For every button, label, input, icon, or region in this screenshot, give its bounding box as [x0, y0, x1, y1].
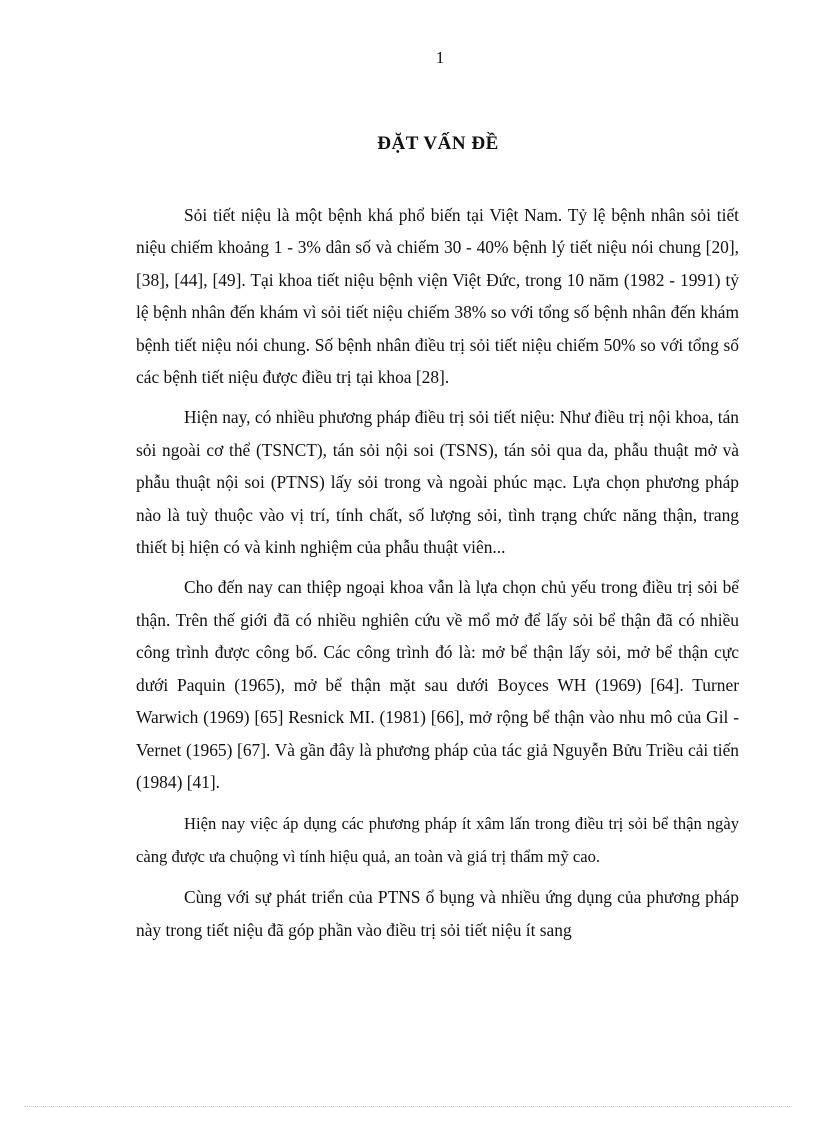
- paragraph-intro-prevalence: Sỏi tiết niệu là một bệnh khá phổ biến tại Việt Nam. Tỷ lệ bệnh nhân sỏi tiết niệu chiếm khoảng 1 - 3% dân số và chiếm 30 - 40% bệnh lý tiết niệu nói chung [20], [38], [44], [49]. Tại khoa tiết niệu bệnh viện Việt Đức, trong 10 năm (1982 - 1991) tỷ lệ bệnh nhân đến khám vì sỏi tiết niệu chiếm 38% so với tổng số bệnh nhân đến khám bệnh tiết niệu nói chung. Số bệnh nhân điều trị sỏi tiết niệu chiếm 50% so với tổng số các bệnh tiết niệu được điều trị tại khoa [28].: [136, 205, 739, 388]
- document-body: [136, 199, 739, 946]
- paragraph-laparoscopy: Cùng với sự phát triển của PTNS ổ bụng và nhiều ứng dụng của phương pháp này trong tiết niệu đã góp phần vào điều trị sỏi tiết niệu ít sang: [136, 887, 739, 940]
- page-bottom-rule: [24, 1106, 792, 1107]
- paragraph-minimally-invasive: Hiện nay việc áp dụng các phương pháp ít xâm lấn trong điều trị sỏi bể thận ngày càng được ưa chuộng vì tính hiệu quả, an toàn và giá trị thẩm mỹ cao.: [136, 814, 739, 866]
- page-title: ĐẶT VẤN ĐỀ: [377, 133, 499, 154]
- paragraph-treatment-methods: Hiện nay, có nhiều phương pháp điều trị sỏi tiết niệu: Như điều trị nội khoa, tán sỏi ngoài cơ thể (TSNCT), tán sỏi nội soi (TSNS), tán sỏi qua da, phẫu thuật mở và phẫu thuật nội soi (PTNS) lấy sỏi trong và ngoài phúc mạc. Lựa chọn phương pháp nào là tuỳ thuộc vào vị trí, tính chất, số lượng sỏi, tình trạng chức năng thận, trang thiết bị hiện có và kinh nghiệm của phẫu thuật viên...: [136, 407, 739, 558]
- paragraph-surgical-history: Cho đến nay can thiệp ngoại khoa vẫn là lựa chọn chủ yếu trong điều trị sỏi bể thận. Trên thế giới đã có nhiều nghiên cứu về mổ mở để lấy sỏi bể thận đã có nhiều công trình được công bố. Các công trình đó là: mở bể thận lấy sỏi, mở bể thận cực dưới Paquin (1965), mở bể thận mặt sau dưới Boyces WH (1969) [64]. Turner Warwich (1969) [65] Resnick MI. (1981) [66], mở rộng bể thận vào nhu mô của Gil - Vernet (1965) [67]. Và gần đây là phương pháp của tác giả Nguyễn Bửu Triều cải tiến (1984) [41].: [136, 577, 739, 792]
- page-number: 1: [435, 48, 445, 67]
